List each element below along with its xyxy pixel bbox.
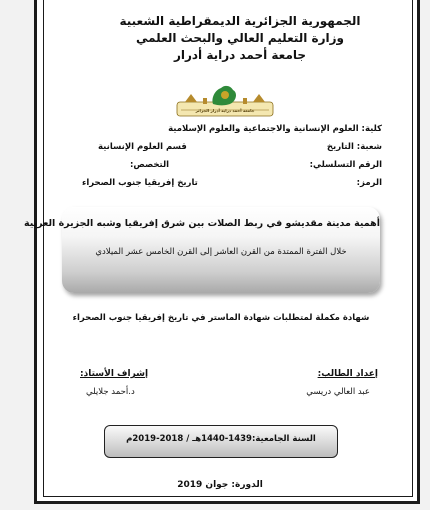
thesis-title: أهمية مدينة مقديشو في ربط الصلات بين شرق إفريقيا وشبه الجزيرة العربية xyxy=(23,218,380,229)
ministry-title: وزارة التعليم العالي والبحث العلمي xyxy=(135,31,345,45)
faculty-line: كلية: العلوم الإنسانية والاجتماعية والعلوم الإسلامية xyxy=(168,124,382,134)
certificate-line: شهادة مكملة لمتطلبات شهادة الماستر في تاريخ إفريقيا جنوب الصحراء xyxy=(72,313,370,323)
department-line: قسم العلوم الإنسانية xyxy=(98,142,187,152)
specialty-value: تاريخ إفريقيا جنوب الصحراء xyxy=(82,178,198,188)
session-line: الدورة: جوان 2019 xyxy=(177,480,263,490)
code-line: الرمز: xyxy=(356,178,382,188)
supervisor-name: د.أحمد جلايلي xyxy=(86,387,135,397)
student-name: عبد العالي دريسي xyxy=(306,387,370,397)
university-title: جامعة أحمد دراية أدرار xyxy=(173,48,307,62)
thesis-subtitle: خلال الفترة الممتدة من القرن العاشر إلى القرن الخامس عشر الميلادي xyxy=(95,247,347,257)
supervisor-label: إشراف الأستاذ: xyxy=(80,369,149,379)
academic-year: السنة الجامعية:1439-1440هـ / 2018-2019م xyxy=(126,434,316,444)
student-label: إعداد الطالب: xyxy=(317,369,378,379)
logo-caption: جامعة أحمد دراية أدرار الجزائر xyxy=(195,108,255,113)
branch-line: شعبة: التاريخ xyxy=(326,142,382,152)
republic-title: الجمهورية الجزائرية الديمقراطية الشعبية xyxy=(119,14,361,28)
specialty-line: التخصص: xyxy=(130,160,170,170)
serial-line: الرقم التسلسلي: xyxy=(309,160,382,170)
